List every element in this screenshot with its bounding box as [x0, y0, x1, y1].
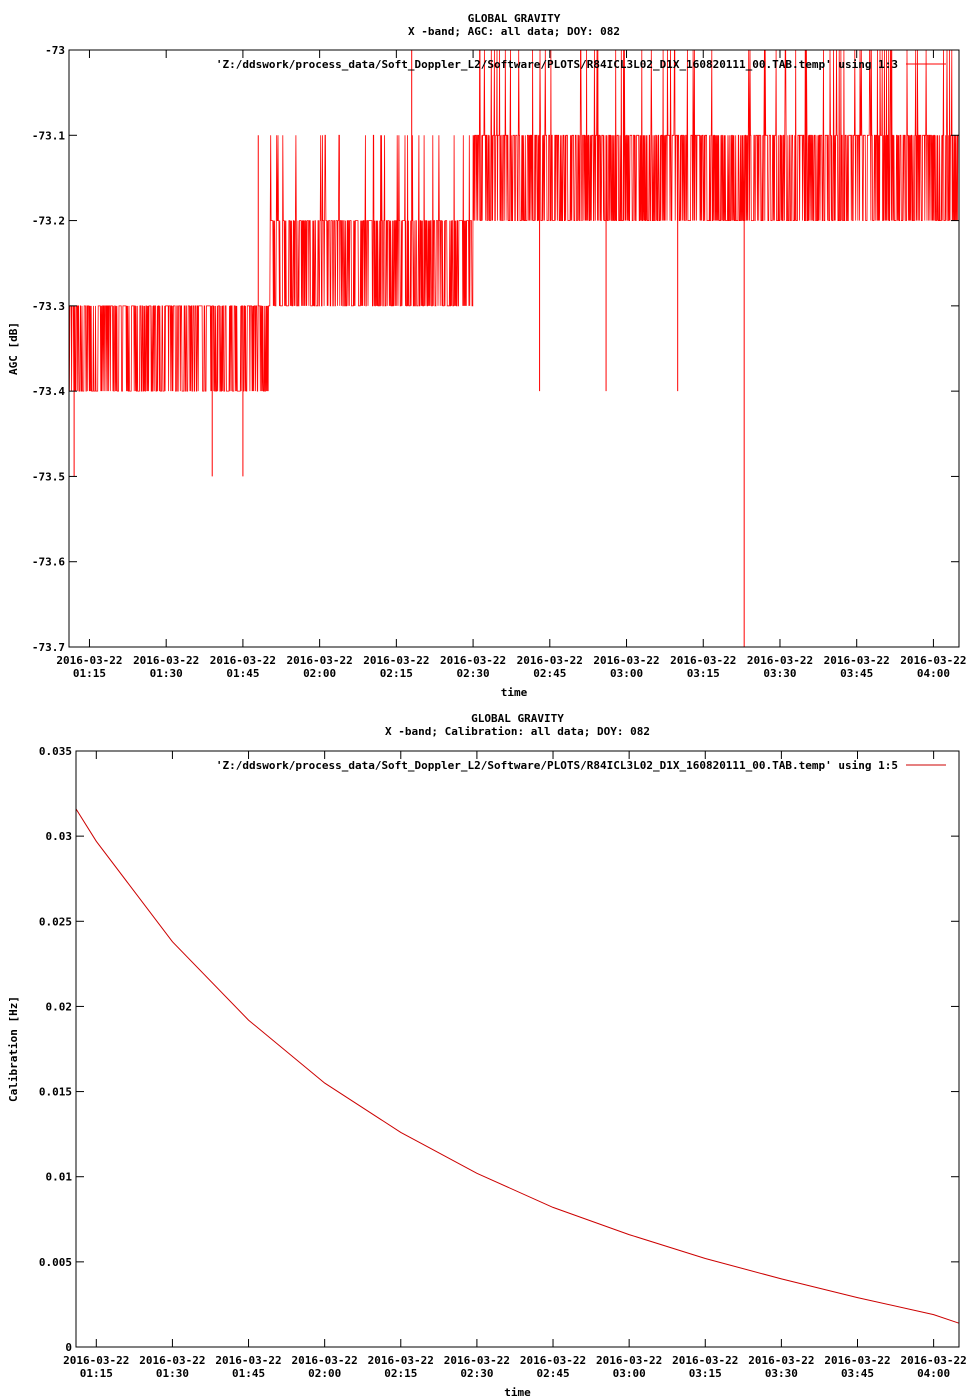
- x-tick-date: 2016-03-22: [746, 654, 814, 667]
- y-tick-label: -73.3: [31, 299, 65, 313]
- y-tick-label: 0: [65, 1341, 72, 1354]
- x-tick-date: 2016-03-22: [672, 1354, 739, 1367]
- chart-panel-1: [7, 12, 967, 699]
- x-tick-time: 01:15: [79, 1367, 113, 1380]
- x-tick-time: 01:30: [149, 667, 183, 680]
- x-tick-time: 02:45: [536, 1367, 570, 1380]
- x-tick-date: 2016-03-22: [670, 654, 737, 667]
- chart-title: GLOBAL GRAVITY: [467, 12, 561, 25]
- y-tick-label: 0.025: [38, 915, 72, 929]
- x-tick-time: 04:00: [917, 1367, 951, 1380]
- y-tick-label: 0.03: [45, 830, 72, 844]
- x-tick-date: 2016-03-22: [139, 1354, 206, 1367]
- x-tick-date: 2016-03-22: [439, 654, 507, 667]
- x-tick-date: 2016-03-22: [823, 654, 890, 667]
- y-tick-label: 0.005: [38, 1255, 72, 1269]
- y-axis-label: Calibration [Hz]: [7, 996, 20, 1102]
- x-axis-label: time: [504, 1386, 531, 1399]
- x-tick-time: 01:45: [231, 1367, 266, 1380]
- x-tick-time: 01:15: [72, 667, 107, 680]
- x-tick-time: 02:30: [460, 1367, 494, 1380]
- x-tick-time: 04:00: [916, 667, 950, 680]
- x-tick-date: 2016-03-22: [596, 1354, 663, 1367]
- x-tick-date: 2016-03-22: [900, 654, 967, 667]
- x-tick-date: 2016-03-22: [209, 654, 277, 667]
- x-tick-time: 01:45: [226, 667, 260, 680]
- x-tick-time: 03:15: [688, 1367, 722, 1380]
- y-tick-label: -73.5: [31, 470, 65, 484]
- chart-panel-2: [7, 712, 967, 1399]
- chart-subtitle: X -band; Calibration: all data; DOY: 082: [385, 725, 650, 738]
- x-tick-time: 03:00: [609, 667, 644, 680]
- x-tick-date: 2016-03-22: [215, 1354, 282, 1367]
- data-line-agc: [69, 50, 959, 391]
- y-tick-label: -73.4: [31, 385, 65, 399]
- chart-title: GLOBAL GRAVITY: [471, 712, 564, 725]
- x-tick-time: 03:15: [686, 667, 720, 680]
- x-tick-time: 01:30: [155, 1367, 189, 1380]
- legend-label: 'Z:/ddswork/process_data/Soft_Doppler_L2/Software/PLOTS/R84ICL3L02_D1X_160820111_00.TAB.temp' using 1:3: [215, 58, 898, 71]
- y-tick-label: 0.015: [38, 1085, 72, 1099]
- x-tick-time: 02:00: [303, 667, 337, 680]
- y-tick-label: -73.2: [31, 214, 65, 228]
- x-tick-time: 03:00: [612, 1367, 646, 1380]
- x-tick-date: 2016-03-22: [516, 654, 583, 667]
- x-tick-date: 2016-03-22: [56, 654, 123, 667]
- x-tick-date: 2016-03-22: [519, 1354, 587, 1367]
- x-tick-date: 2016-03-22: [824, 1354, 891, 1367]
- x-tick-date: 2016-03-22: [63, 1354, 130, 1367]
- x-tick-time: 02:15: [379, 667, 413, 680]
- x-tick-time: 02:30: [456, 667, 490, 680]
- chart-subtitle: X -band; AGC: all data; DOY: 082: [408, 25, 620, 38]
- x-tick-date: 2016-03-22: [900, 1354, 967, 1367]
- y-tick-label: -73.6: [31, 555, 65, 569]
- x-tick-time: 03:30: [764, 1367, 798, 1380]
- y-tick-label: -73.1: [31, 129, 65, 143]
- x-tick-date: 2016-03-22: [593, 654, 660, 667]
- data-line-calibration: [76, 809, 959, 1323]
- y-tick-label: 0.035: [38, 745, 72, 758]
- x-tick-date: 2016-03-22: [367, 1354, 434, 1367]
- plot-area: [76, 809, 959, 1323]
- x-tick-time: 03:45: [840, 1367, 875, 1380]
- x-tick-time: 02:15: [384, 1367, 418, 1380]
- x-tick-time: 03:30: [763, 667, 797, 680]
- x-tick-date: 2016-03-22: [363, 654, 430, 667]
- y-tick-label: -73.7: [31, 641, 65, 654]
- x-tick-time: 02:45: [533, 667, 567, 680]
- y-tick-label: 0.02: [45, 1000, 72, 1014]
- x-tick-date: 2016-03-22: [291, 1354, 358, 1367]
- x-tick-date: 2016-03-22: [286, 654, 353, 667]
- x-tick-time: 03:45: [840, 667, 874, 680]
- legend-label: 'Z:/ddswork/process_data/Soft_Doppler_L2/Software/PLOTS/R84ICL3L02_D1X_160820111_00.TAB.temp' using 1:5: [215, 759, 898, 772]
- y-axis-label: AGC [dB]: [7, 322, 20, 375]
- x-tick-date: 2016-03-22: [443, 1354, 511, 1367]
- y-tick-label: 0.01: [45, 1170, 72, 1184]
- x-axis-label: time: [500, 686, 528, 699]
- y-tick-label: -73: [45, 44, 65, 57]
- plot-frame: [76, 751, 959, 1347]
- x-tick-date: 2016-03-22: [133, 654, 200, 667]
- x-tick-date: 2016-03-22: [748, 1354, 815, 1367]
- plot-area: [69, 50, 959, 647]
- x-tick-time: 02:00: [308, 1367, 342, 1380]
